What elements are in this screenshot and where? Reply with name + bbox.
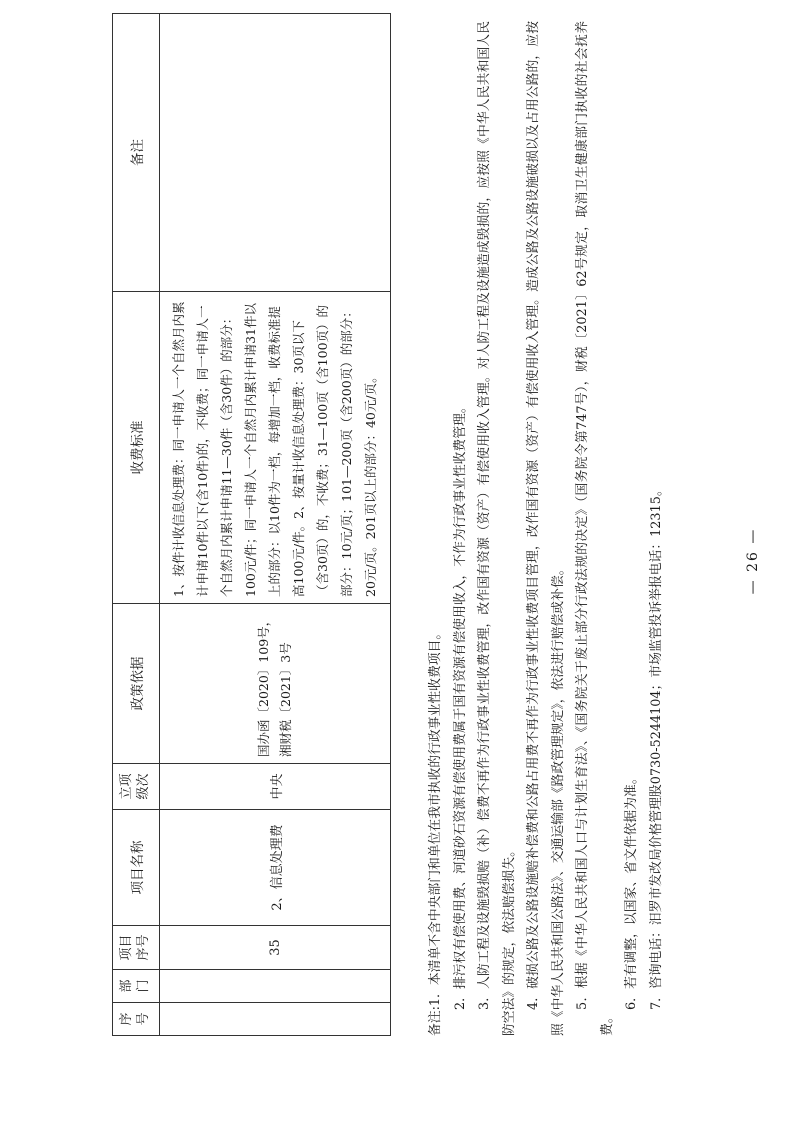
note-4: 4．破损公路及公路设施赔补偿费和公路占用费不再作为行政事业性收费项目管理，改作国有资源（资产）有偿使用收入管理。造成公路及公路设施破损以及占用公路的，应按照《中华人民共和国公路法》、交通运输部《路政管理规定》，依法进行赔偿或补偿。 (526, 21, 566, 1036)
header-item-name: 项目名称 (113, 810, 160, 926)
note-6: 6．若有调整，以国家、省文件依据为准。 (624, 771, 639, 1010)
page-number: — 26 — (745, 527, 761, 595)
header-dept: 部 门 (113, 970, 160, 1003)
notes-section (424, 21, 669, 1036)
header-seq: 序 号 (113, 1003, 160, 1036)
cell-item-name: 2、信息处理费 (160, 810, 391, 926)
table-header-row (113, 14, 160, 1036)
cell-dept (160, 970, 391, 1003)
cell-standard: 1、按件计收信息处理费：同一申请人一个自然月内累计申请10件以下(含10件)的，不收费；同一申请人一个自然月内累计申请11—30件（含30件）的部分：100元/件；同一申请人一个自然月内累计申请31件以上的部分：以10件为一档，每增加一档，收费标准提高100元/件。2、按量计收信息处理费：30页以下（含30页）的，不收费；31—100页（含100页）的部分：10元/页；101—200页（含200页）的部分：20元/页。201页以上的部分：40元/页。 (160, 292, 391, 604)
cell-seq (160, 1003, 391, 1036)
cell-item-no: 35 (160, 926, 391, 970)
table-row (160, 14, 391, 1036)
fee-table (112, 13, 391, 1036)
cell-remark (160, 14, 391, 292)
note-5: 5．根据《中华人民共和国人口与计划生育法》、《国务院关于废止部分行政法规的决定》（国务院令第747号），财税〔2021〕62号规定，取消卫生健康部门执收的社会抚养费。 (575, 21, 615, 1036)
note-7: 7．咨询电话：汨罗市发改局价格管理股0730-5244104；市场监管投诉举报电话：12315。 (648, 483, 664, 1010)
header-remark: 备注 (113, 14, 160, 292)
header-item-no: 项目 序号 (113, 926, 160, 970)
cell-policy: 国办函〔2020〕109号，湘财税〔2021〕3号 (160, 604, 391, 764)
note-3: 3．人防工程及设施毁损赔（补）偿费不再作为行政事业性收费管理，改作国有资源（资产）有偿使用收入管理。对人防工程及设施造成毁损的，应按照《中华人民共和国人民防空法》的规定，依法赔偿损失。 (477, 21, 517, 1036)
header-policy: 政策依据 (113, 604, 160, 764)
note-1: 备注:1．本清单不含中央部门和单位在我市执收的行政事业性收费项目。 (428, 626, 443, 1036)
cell-level: 中央 (160, 764, 391, 810)
header-standard: 收费标准 (113, 292, 160, 604)
note-2: 2．排污权有偿使用费、河道砂石资源有偿使用费属于国有资源有偿使用收入，不作为行政事业性收费管理。 (452, 400, 468, 1010)
header-level: 立项 级次 (113, 764, 160, 810)
